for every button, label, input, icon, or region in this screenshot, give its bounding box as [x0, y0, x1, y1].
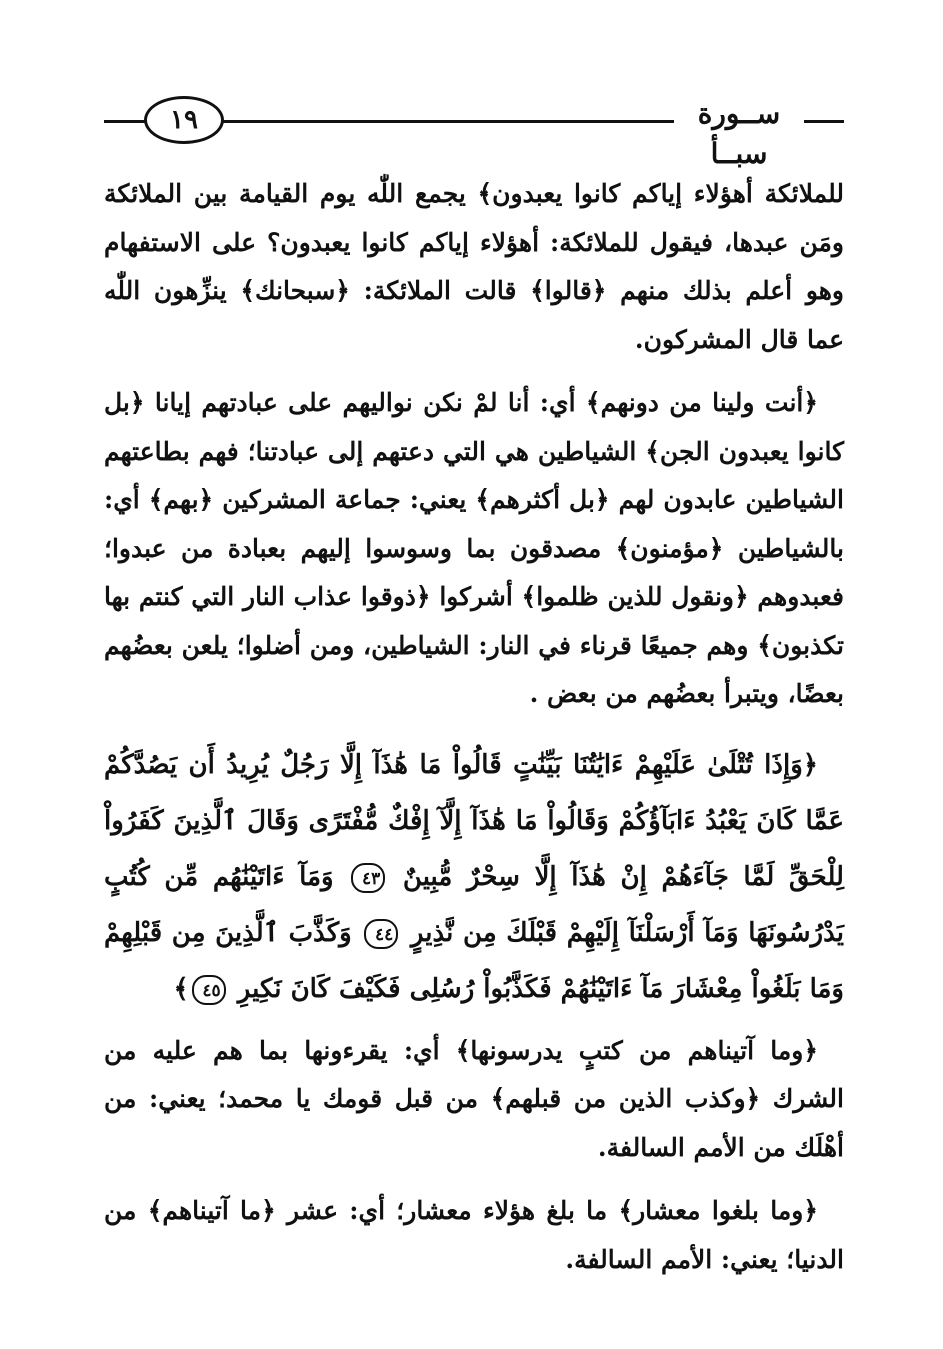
verse-closing-bracket: ﴾	[173, 973, 189, 1004]
header-rule	[222, 120, 674, 123]
page-number: ١٩	[144, 96, 224, 144]
ayah-number-marker: ٤٤	[364, 919, 398, 949]
verse-text: ﴿وَإِذَا تُتْلَىٰ عَلَيْهِمْ ءَايَٰتُنَا بَيِّنَٰتٍ قَالُواْ مَا هَٰذَآ إِلَّا رَجُلٌ يُرِيدُ أَن يَصُدَّكُمْ عَمَّا كَانَ يَعْبُدُ ءَابَآؤُكُمْ وَقَالُواْ مَا هَٰذَآ إِلَّآ إِفْكٌ مُّفْتَرًى وَقَالَ ٱلَّذِينَ كَفَرُواْ لِلْحَقِّ لَمَّا جَآءَهُمْ إِنْ هَٰذَآ إِلَّا سِحْرٌ مُّبِينٌ	[104, 749, 844, 892]
page-body	[104, 170, 844, 1284]
paragraph-text: للملائكة أهؤلاء إياكم كانوا يعبدون﴾ يجمع اللّٰه يوم القيامة بين الملائكة ومَن عبدها، فيقول للملائكة: أهؤلاء إياكم كانوا يعبدون؟ على الاستفهام وهو أعلم بذلك منهم ﴿قالوا﴾ قالت الملائكة: ﴿سبحانك﴾ ينزِّهون اللّٰه عما قال المشركون.	[104, 179, 844, 354]
verse-text: وَكَذَّبَ ٱلَّذِينَ مِن قَبْلِهِمْ وَمَا بَلَغُواْ مِعْشَارَ مَآ ءَاتَيْنَٰهُمْ فَكَذَّبُواْ رُسُلِى فَكَيْفَ كَانَ نَكِيرِ	[104, 917, 844, 1004]
commentary-paragraph	[104, 1187, 844, 1284]
commentary-paragraph	[104, 1027, 844, 1173]
quran-verses	[104, 737, 844, 1017]
surah-title: ســورة سبــأ	[697, 97, 781, 170]
paragraph-text: ﴿وما آتيناهم من كتبٍ يدرسونها﴾ أي: يقرءونها بما هم عليه من الشرك ﴿وكذب الذين من قبلهم﴾ من قبل قومك يا محمد؛ يعني: من أهْلَك من الأمم السالفة.	[104, 1035, 844, 1162]
ayah-number-marker: ٤٣	[351, 863, 385, 893]
commentary-paragraph	[104, 379, 844, 719]
paragraph-text: ﴿أنت ولينا من دونهم﴾ أي: أنا لمْ نكن نواليهم على عبادتهم إيانا ﴿بل كانوا يعبدون الجن﴾ الشياطين هي التي دعتهم إلى عبادتنا؛ فهم بطاعتهم الشياطين عابدون لهم ﴿بل أكثرهم﴾ يعني: جماعة المشركين ﴿بهم﴾ أي: بالشياطين ﴿مؤمنون﴾ مصدقون بما وسوسوا إليهم بعبادة من عبدوا؛ فعبدوهم ﴿ونقول للذين ظلموا﴾ أشركوا ﴿ذوقوا عذاب النار التي كنتم بها تكذبون﴾ وهم جميعًا قرناء في النار: الشياطين، ومن أضلوا؛ يلعن بعضُهم بعضًا، ويتبرأ بعضُهم من بعض .	[104, 388, 844, 708]
header-rule	[104, 120, 146, 123]
page-header	[104, 90, 844, 170]
verse-text: وَمَآ ءَاتَيْنَٰهُم مِّن كُتُبٍ يَدْرُسُونَهَا وَمَآ أَرْسَلْنَآ إِلَيْهِمْ قَبْلَكَ مِن نَّذِيرٍ	[104, 861, 844, 948]
paragraph-text: ﴿وما بلغوا معشار﴾ ما بلغ هؤلاء معشار؛ أي: عشر ﴿ما آتيناهم﴾ من الدنيا؛ يعني: الأمم السالفة.	[104, 1196, 844, 1274]
commentary-paragraph	[104, 170, 844, 364]
header-rule	[804, 120, 844, 123]
ayah-number-marker: ٤٥	[192, 975, 226, 1005]
